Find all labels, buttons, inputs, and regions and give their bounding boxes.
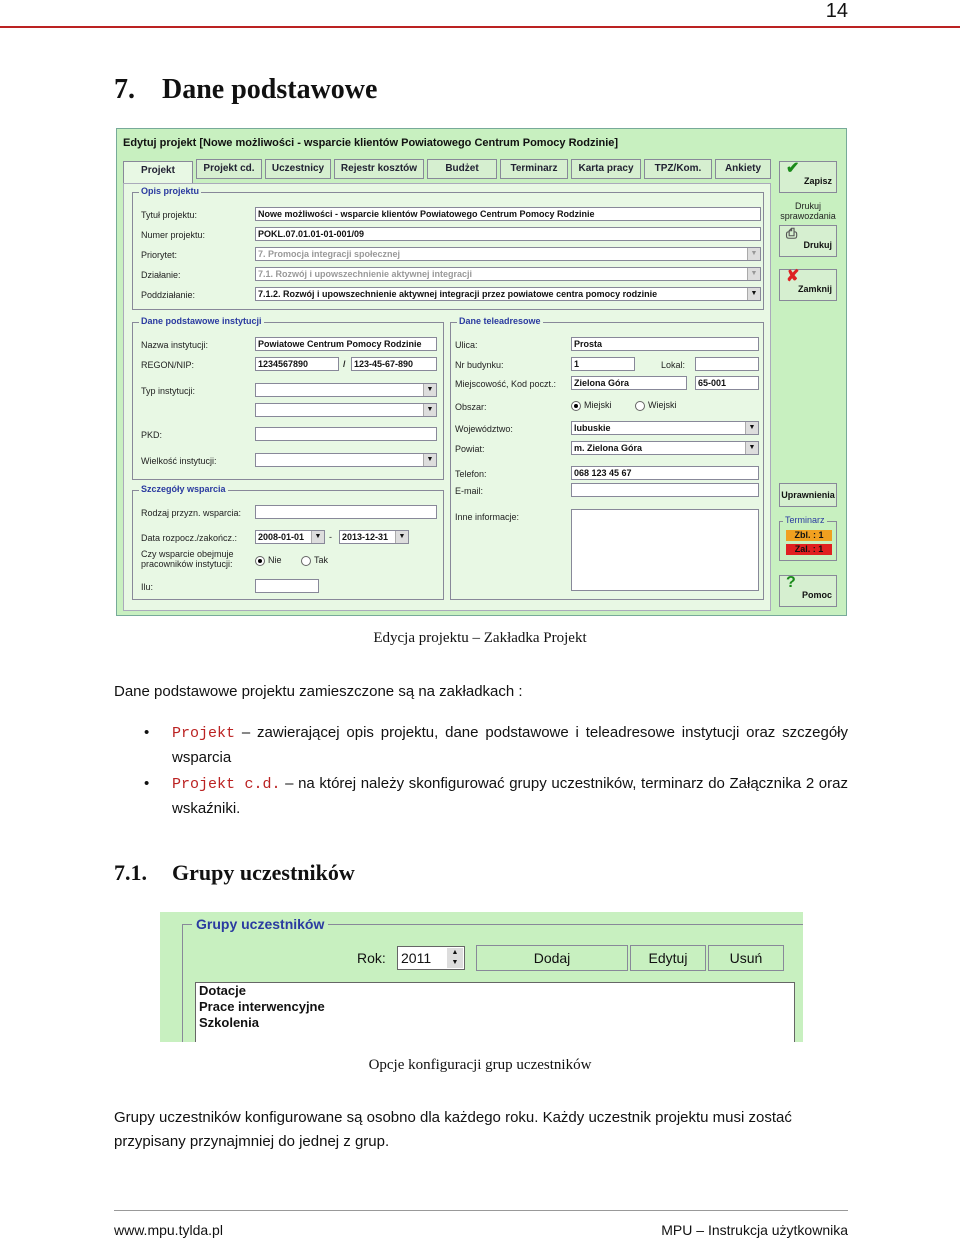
chevron-down-icon[interactable]: ▼	[747, 268, 760, 280]
printer-icon: ⎙	[786, 225, 798, 241]
caption-2: Opcje konfiguracji grup uczestników	[368, 1057, 592, 1073]
footer-title: MPU – Instrukcja użytkownika	[661, 1222, 848, 1238]
zal-badge[interactable]: Zal. : 1	[786, 544, 832, 555]
radio-off-icon	[635, 401, 645, 411]
value-powiat: m. Zielona Góra	[574, 443, 643, 453]
intro-text: Dane podstawowe projektu zamieszczone są na zakładkach :	[114, 683, 523, 700]
check-icon: ✔	[786, 160, 800, 177]
permissions-button[interactable]: Uprawnienia	[779, 483, 837, 507]
field-ulica[interactable]: Prosta	[571, 337, 759, 351]
tab-uczestnicy[interactable]: Uczestnicy	[265, 159, 331, 179]
group-wsparcie	[132, 484, 444, 600]
field-powiat[interactable]	[571, 441, 759, 455]
group-opis-projektu	[132, 186, 764, 310]
group-title: Opis projektu	[141, 186, 200, 196]
zbl-badge[interactable]: Zbl. : 1	[786, 530, 832, 541]
page-number: 14	[825, 0, 848, 22]
field-miejsc[interactable]: Zielona Góra	[571, 376, 687, 390]
field-kod[interactable]: 65-001	[695, 376, 759, 390]
field-data-od[interactable]	[255, 530, 325, 544]
chevron-down-icon[interactable]: ▼	[423, 404, 436, 416]
label-ilu: Ilu:	[141, 582, 154, 592]
field-typ[interactable]	[255, 383, 437, 397]
close-label: Zamknij	[797, 284, 832, 294]
label-powiat: Powiat:	[455, 444, 485, 454]
header-rule	[0, 26, 960, 28]
tab-budzet[interactable]: Budżet	[427, 159, 497, 179]
print-label: Drukuj	[803, 240, 832, 250]
subsection-heading	[114, 860, 355, 886]
value-poddzialanie: 7.1.2. Rozwój i upowszechnienie aktywnej integracji przez powiatowe centra pomocy rodzinie	[258, 289, 658, 299]
groups-screenshot	[160, 912, 803, 1042]
chevron-down-icon[interactable]: ▼	[423, 454, 436, 466]
label-rok: Rok:	[357, 950, 386, 966]
label-miejsc: Miejscowość, Kod poczt.:	[455, 379, 557, 389]
field-tytul[interactable]: Nowe możliwości - wsparcie klientów Powiatowego Centrum Pomocy Rodzinie	[255, 207, 761, 221]
chevron-down-icon[interactable]: ▼	[747, 288, 760, 300]
radio-miejski[interactable]	[571, 400, 612, 411]
bullet-code: Projekt c.d.	[172, 776, 281, 793]
value-data-od: 2008-01-01	[258, 532, 305, 542]
bullet-icon: •	[144, 724, 150, 741]
help-button[interactable]	[779, 575, 837, 607]
field-numer[interactable]: POKL.07.01.01-01-001/09	[255, 227, 761, 241]
groups-title: Grupy uczestników	[192, 916, 328, 932]
tab-projekt[interactable]: Projekt	[123, 161, 193, 183]
terminarz-title: Terminarz	[785, 515, 825, 525]
label-obejmuje: Czy wsparcie obejmuje pracowników instytucji:	[141, 549, 234, 569]
subsection-number: 7.1.	[114, 860, 147, 885]
label-email: E-mail:	[455, 486, 484, 496]
spinner-arrows-icon[interactable]: ▲ ▼	[447, 948, 463, 968]
label-pkd: PKD:	[141, 430, 163, 440]
year-spinner[interactable]	[397, 946, 465, 970]
field-info[interactable]	[571, 509, 759, 591]
bullet-code: Projekt	[172, 725, 236, 742]
save-button[interactable]	[779, 161, 837, 193]
chevron-down-icon[interactable]: ▼	[747, 248, 760, 260]
bullet-item	[144, 772, 848, 821]
chevron-down-icon[interactable]: ▼	[745, 442, 758, 454]
delete-button[interactable]: Usuń	[708, 945, 784, 971]
edit-project-screenshot	[116, 128, 847, 616]
tab-ankiety[interactable]: Ankiety	[715, 159, 771, 179]
caption-1: Edycja projektu – Zakładka Projekt	[373, 630, 587, 646]
group-teleadres	[450, 316, 764, 600]
group-instytucja	[132, 316, 444, 480]
field-data-do[interactable]	[339, 530, 409, 544]
tab-tpz-kom[interactable]: TPZ/Kom.	[644, 159, 712, 179]
radio-tak[interactable]	[301, 555, 328, 566]
bullet-icon: •	[144, 775, 150, 792]
radio-on-icon	[255, 556, 265, 566]
label-drukuj-spr: Drukuj sprawozdania	[780, 201, 836, 221]
tab-rejestr-kosztow[interactable]: Rejestr kosztów	[334, 159, 424, 179]
label-woj: Województwo:	[455, 424, 513, 434]
label-miejski: Miejski	[584, 400, 612, 410]
group-title: Szczegóły wsparcia	[141, 484, 226, 494]
field-tel[interactable]: 068 123 45 67	[571, 466, 759, 480]
label-priorytet: Priorytet:	[141, 250, 178, 260]
label-data: Data rozpocz./zakończ.:	[141, 533, 238, 543]
field-nr[interactable]: 1	[571, 357, 635, 371]
label-dzialanie: Działanie:	[141, 270, 181, 280]
closing-text: Grupy uczestników konfigurowane są osobno dla każdego roku. Każdy uczestnik projektu musi zostać przypisany przynajmniej do jednej z grup.	[114, 1109, 792, 1150]
label-wiejski: Wiejski	[648, 400, 677, 410]
subsection-title: Grupy uczestników	[172, 860, 355, 885]
field-lokal[interactable]	[695, 357, 759, 371]
tab-terminarz[interactable]: Terminarz	[500, 159, 568, 179]
section-number: 7.	[114, 74, 135, 105]
section-heading	[114, 74, 377, 106]
label-typ: Typ instytucji:	[141, 386, 196, 396]
radio-off-icon	[301, 556, 311, 566]
field-dzialanie[interactable]	[255, 267, 761, 281]
radio-nie[interactable]	[255, 555, 282, 566]
bullet-text: – zawierającej opis projektu, dane podstawowe i teleadresowe instytucji oraz szczegóły wsparcia	[172, 724, 848, 766]
label-nie: Nie	[268, 555, 282, 565]
year-value: 2011	[401, 950, 432, 966]
help-icon: ?	[786, 574, 796, 591]
value-dzialanie: 7.1. Rozwój i upowszechnienie aktywnej integracji	[258, 269, 473, 279]
edit-button[interactable]: Edytuj	[630, 945, 706, 971]
bullet-item	[144, 721, 848, 770]
field-pkd[interactable]	[255, 427, 437, 441]
chevron-down-icon[interactable]: ▼	[423, 384, 436, 396]
field-poddzialanie[interactable]	[255, 287, 761, 301]
value-data-do: 2013-12-31	[342, 532, 389, 542]
chevron-down-icon[interactable]: ▼	[745, 422, 758, 434]
radio-on-icon	[571, 401, 581, 411]
list-item[interactable]: Prace interwencyjne	[199, 999, 325, 1014]
print-button[interactable]	[779, 225, 837, 257]
close-button[interactable]	[779, 269, 837, 301]
tab-projekt-cd[interactable]: Projekt cd.	[196, 159, 262, 179]
label-numer: Numer projektu:	[141, 230, 206, 240]
label-poddzialanie: Poddziałanie:	[141, 290, 196, 300]
chevron-down-icon[interactable]: ▼	[395, 531, 408, 543]
footer-url: www.mpu.tylda.pl	[114, 1222, 223, 1238]
label-tytul: Tytuł projektu:	[141, 210, 198, 220]
label-lokal: Lokal:	[661, 360, 686, 370]
close-icon: ✘	[786, 268, 800, 285]
field-priorytet[interactable]	[255, 247, 761, 261]
label-ulica: Ulica:	[455, 340, 478, 350]
terminarz-box	[779, 515, 837, 561]
label-nazwa: Nazwa instytucji:	[141, 340, 209, 350]
value-priorytet: 7. Promocja integracji społecznej	[258, 249, 401, 259]
tab-content	[123, 183, 771, 611]
field-wielkosc[interactable]	[255, 453, 437, 467]
list-item[interactable]: Dotacje	[199, 983, 246, 998]
label-nr: Nr budynku:	[455, 360, 504, 370]
label-regon: REGON/NIP:	[141, 360, 195, 370]
footer-rule	[114, 1210, 848, 1211]
slash: /	[343, 359, 346, 369]
field-typ-2[interactable]	[255, 403, 437, 417]
field-nazwa[interactable]: Powiatowe Centrum Pomocy Rodzinie	[255, 337, 437, 351]
groups-list	[195, 982, 795, 1042]
label-rodzaj: Rodzaj przyzn. wsparcia:	[141, 508, 242, 518]
radio-wiejski[interactable]	[635, 400, 677, 411]
value-woj: lubuskie	[574, 423, 611, 433]
list-item[interactable]: Szkolenia	[199, 1015, 259, 1030]
bullet-text: – na której należy skonfigurować grupy uczestników, terminarz do Załącznika 2 oraz wskaźniki.	[172, 775, 848, 817]
field-rodzaj[interactable]	[255, 505, 437, 519]
label-obszar: Obszar:	[455, 402, 487, 412]
field-regon[interactable]: 1234567890	[255, 357, 339, 371]
label-info: Inne informacje:	[455, 512, 520, 522]
add-button[interactable]: Dodaj	[476, 945, 628, 971]
label-wielkosc: Wielkość instytucji:	[141, 456, 217, 466]
label-tel: Telefon:	[455, 469, 487, 479]
field-nip[interactable]: 123-45-67-890	[351, 357, 437, 371]
window-title: Edytuj projekt [Nowe możliwości - wsparcie klientów Powiatowego Centrum Pomocy Rodzinie]	[119, 131, 844, 151]
section-title: Dane podstawowe	[162, 74, 378, 105]
dash: -	[329, 532, 332, 542]
help-label: Pomoc	[801, 590, 832, 600]
chevron-down-icon[interactable]: ▼	[311, 531, 324, 543]
field-email[interactable]	[571, 483, 759, 497]
tab-karta-pracy[interactable]: Karta pracy	[571, 159, 641, 179]
label-tak: Tak	[314, 555, 329, 565]
group-title: Dane podstawowe instytucji	[141, 316, 262, 326]
field-ilu[interactable]	[255, 579, 319, 593]
group-title: Dane teleadresowe	[459, 316, 541, 326]
field-woj[interactable]	[571, 421, 759, 435]
save-label: Zapisz	[803, 176, 832, 186]
